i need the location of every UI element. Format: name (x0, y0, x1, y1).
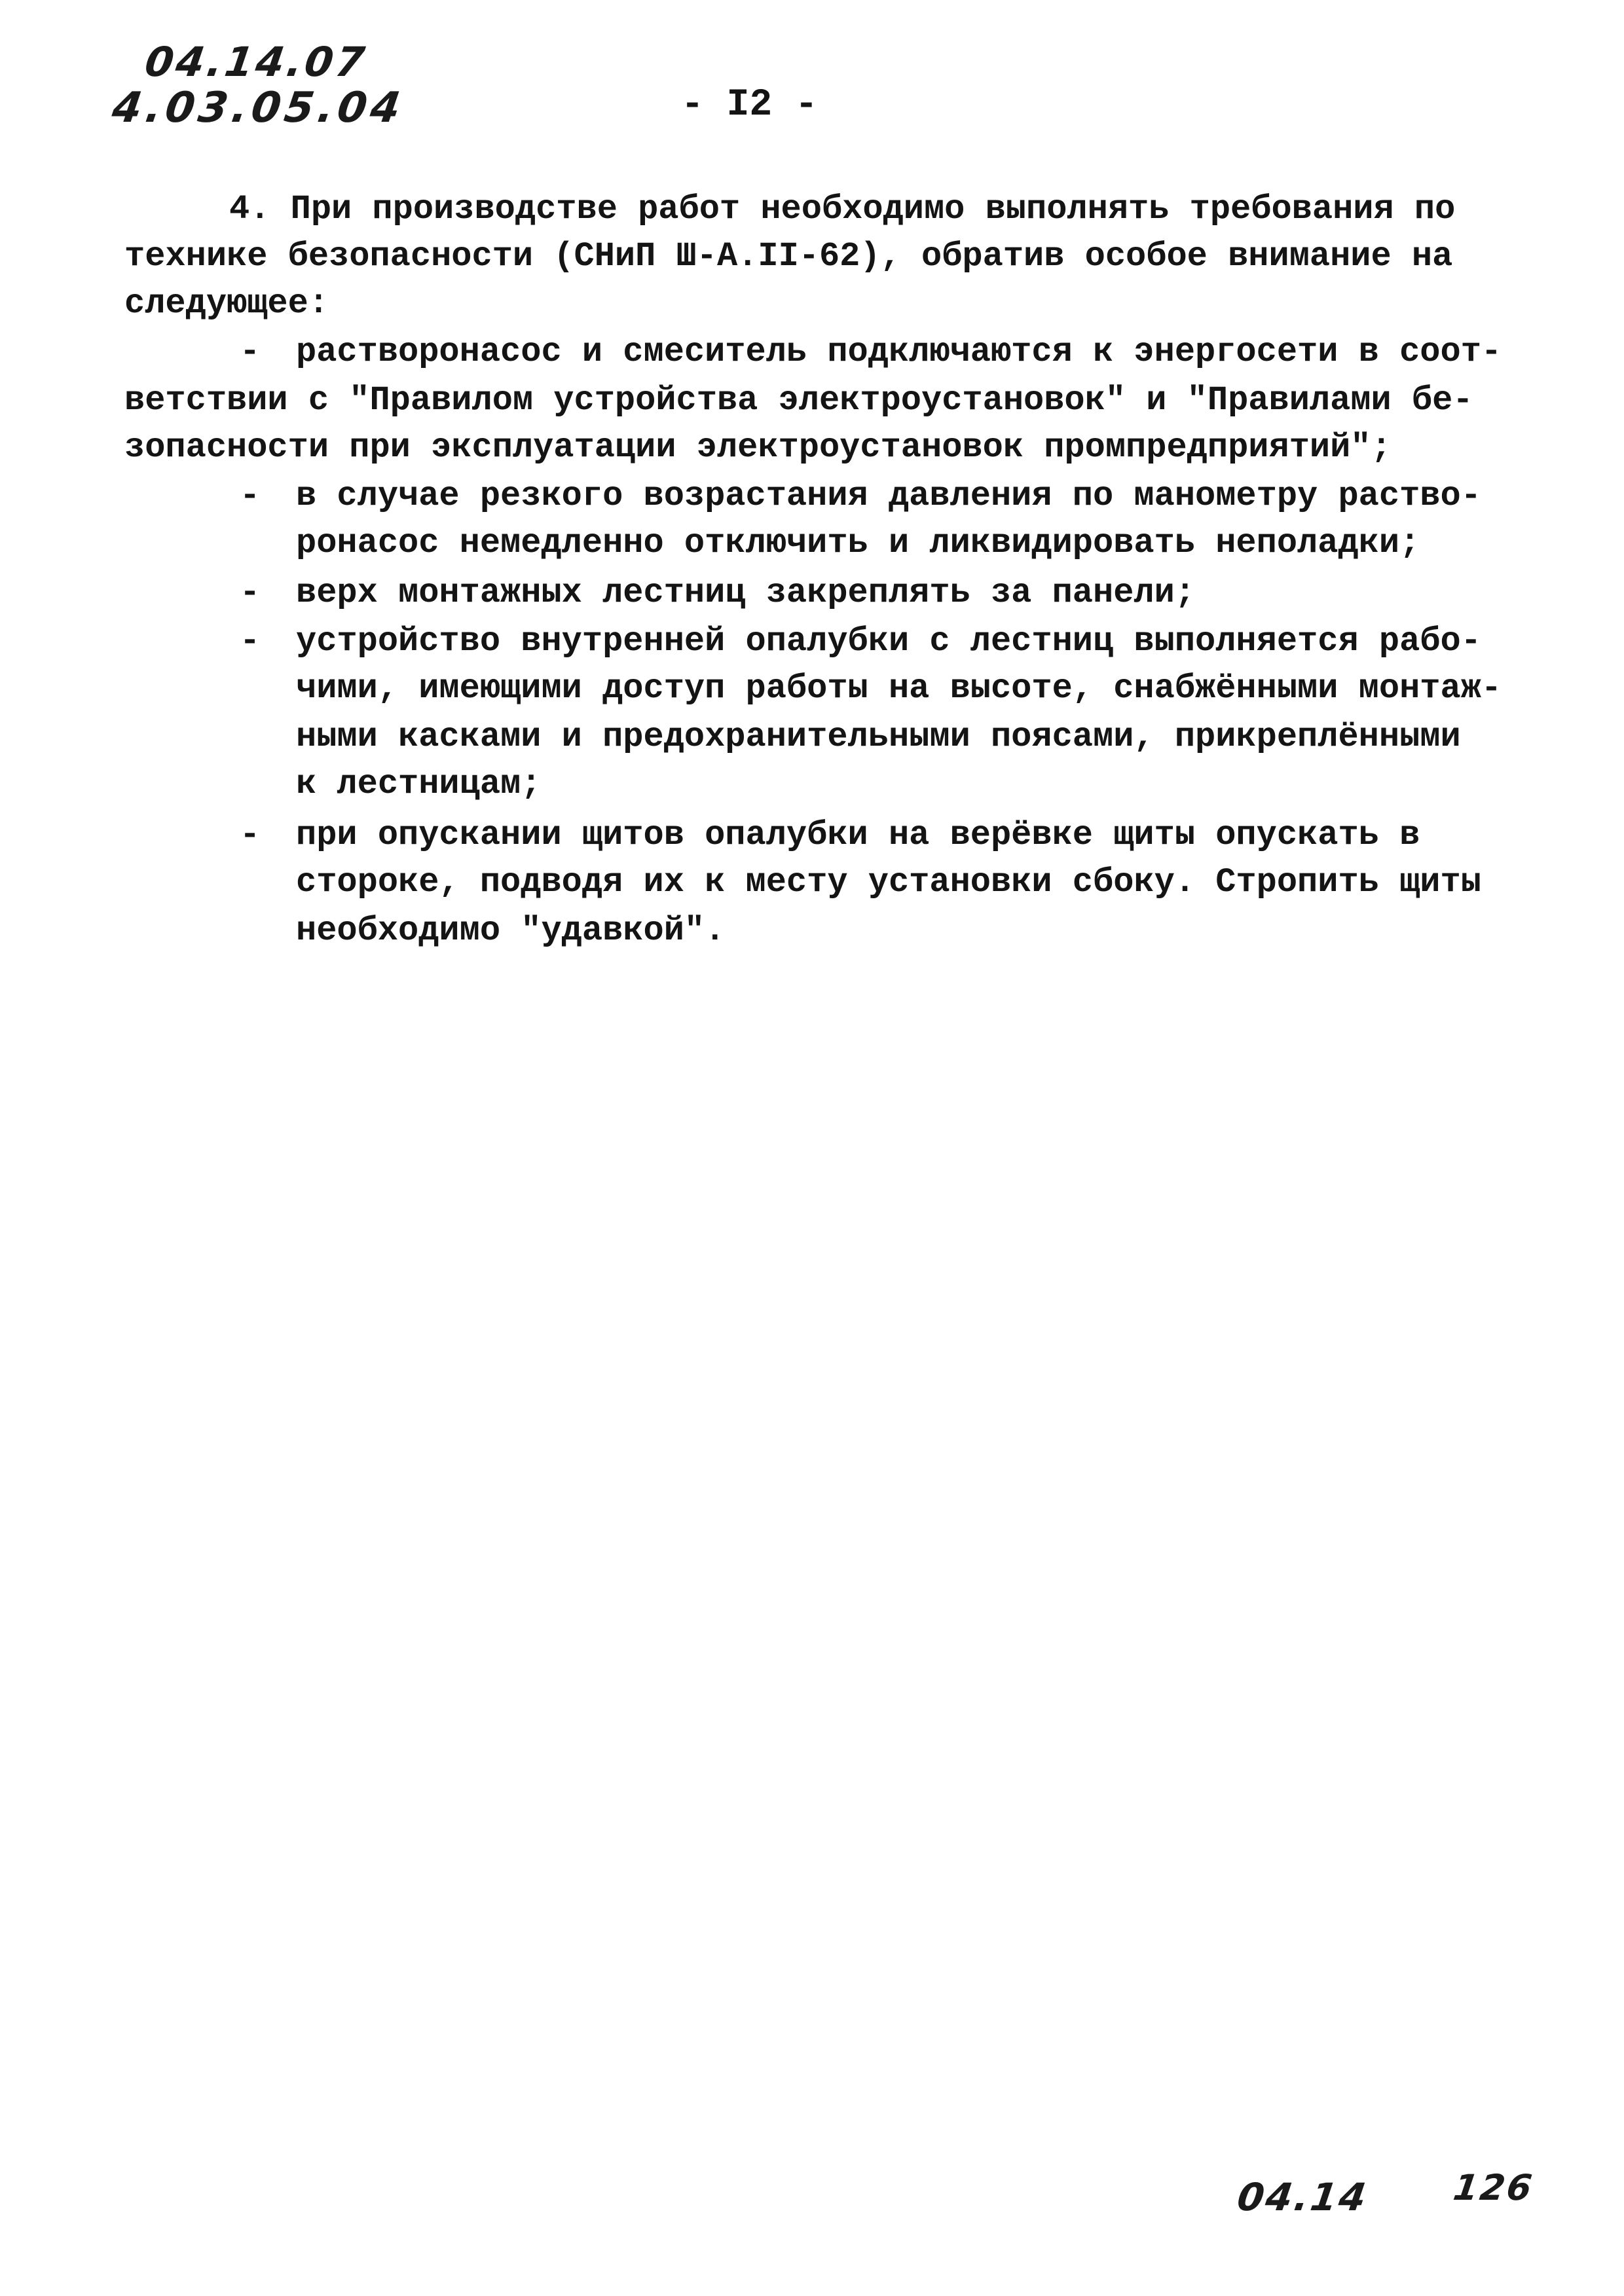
list-item-dash: - (240, 622, 261, 661)
list-item-dash: - (240, 477, 261, 515)
list-item-dash: - (240, 816, 261, 854)
paragraph-line: технике безопасности (СНиП Ш-А.II-62), обратив особое внимание на (124, 237, 1453, 276)
handwritten-footer-code: 04.14 (1234, 2175, 1371, 2219)
list-item-line: ветствии с "Правилом устройства электроустановок" и "Правилами бе- (124, 381, 1473, 420)
list-item-line: в случае резкого возрастания давления по манометру раство- (296, 477, 1481, 515)
page-number: - I2 - (681, 84, 818, 126)
list-item-line: стороке, подводя их к месту установки сбоку. Стропить щиты (296, 863, 1481, 902)
list-item-line: ронасос немедленно отключить и ликвидировать неполадки; (296, 524, 1420, 562)
list-item-line: ными касками и предохранительными поясами, прикреплёнными (296, 718, 1461, 756)
paragraph-line: следующее: (124, 284, 329, 323)
list-item-line: к лестницам; (296, 765, 542, 803)
list-item-line: верх монтажных лестниц закреплять за панели; (296, 574, 1196, 612)
list-item-line: при опускании щитов опалубки на верёвке щиты опускать в (296, 816, 1420, 854)
list-item-line: необходимо "удавкой". (296, 911, 726, 950)
handwritten-code-bottom: 4.03.05.04 (109, 84, 407, 132)
list-item-line: растворонасос и смеситель подключаются к энергосети в соот- (296, 333, 1502, 371)
paragraph-line: 4. При производстве работ необходимо выполнять требования по (229, 190, 1456, 228)
list-item-dash: - (240, 574, 261, 612)
list-item-line: чими, имеющими доступ работы на высоте, снабжёнными монтаж- (296, 669, 1502, 708)
list-item-line: зопасности при эксплуатации электроустановок промпредприятий"; (124, 428, 1392, 467)
list-item-line: устройство внутренней опалубки с лестниц выполняется рабо- (296, 622, 1481, 661)
handwritten-sheet-number: 126 (1450, 2167, 1537, 2208)
list-item-dash: - (240, 333, 261, 371)
handwritten-code-top: 04.14.07 (141, 38, 371, 86)
